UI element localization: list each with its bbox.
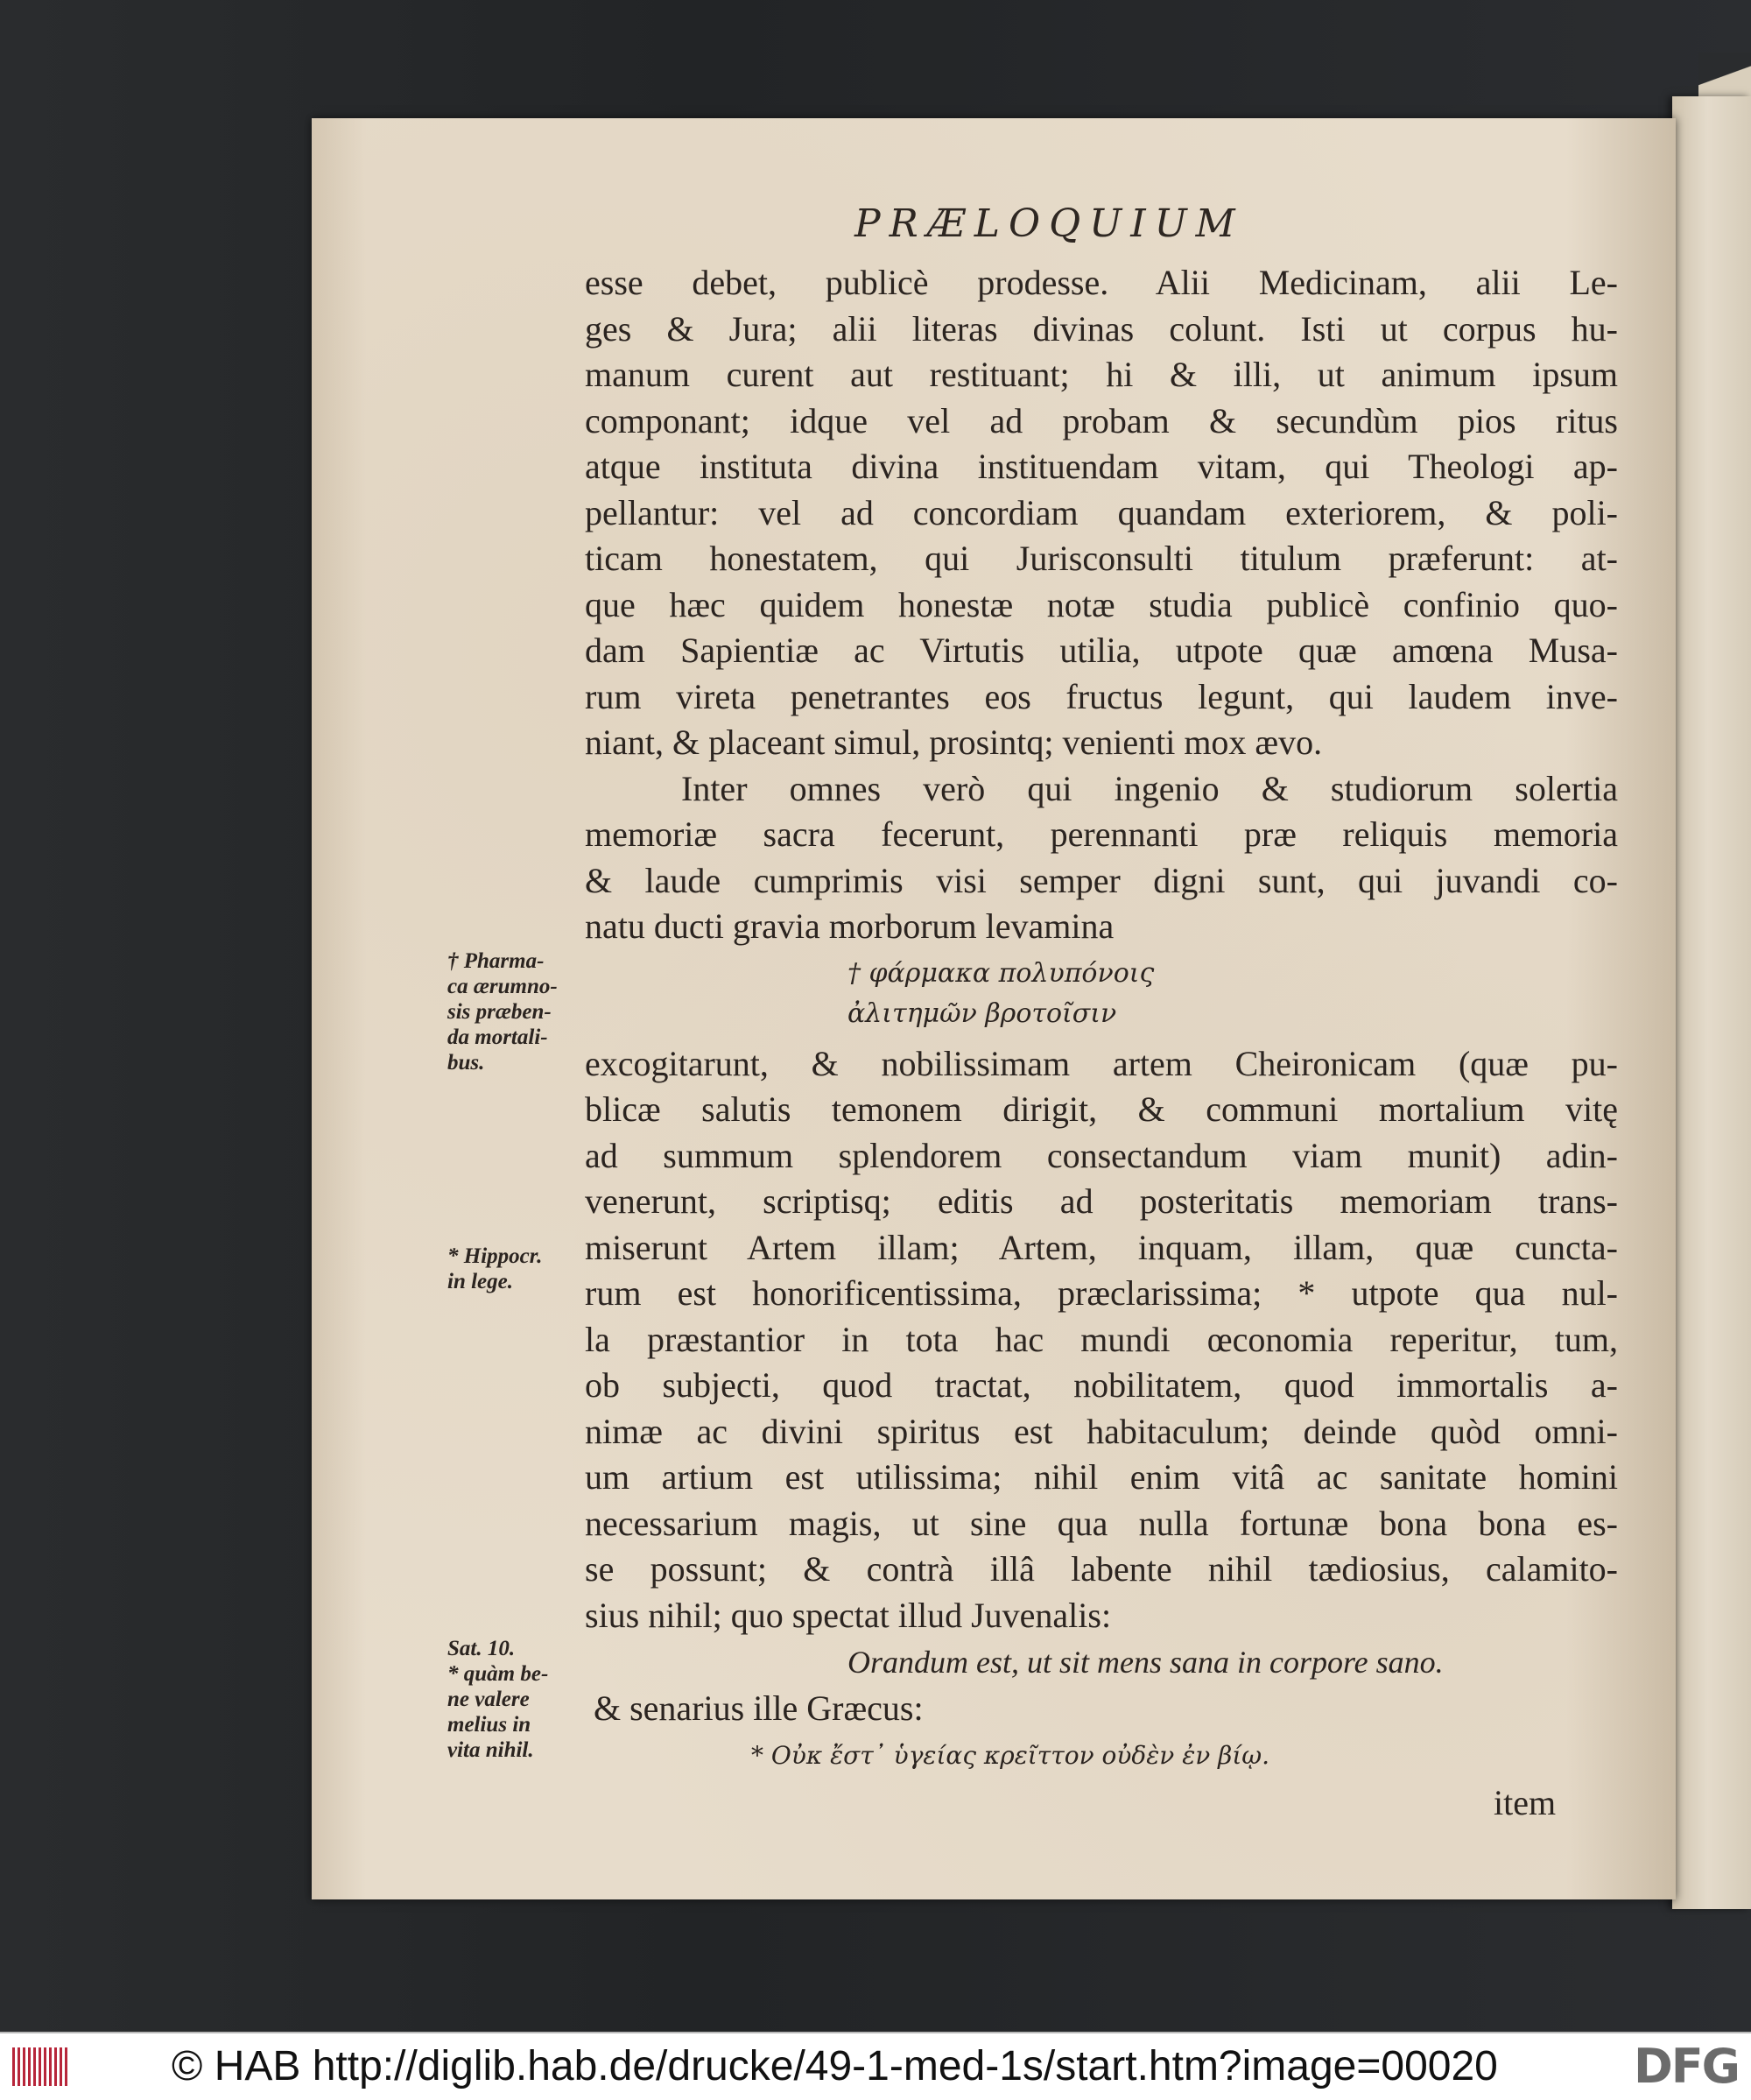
margin-note-line: † Pharma- — [447, 949, 545, 973]
text-line: ob subjecti, quod tractat, nobilitatem, quod immortalis a- — [585, 1365, 1618, 1405]
margin-note-line: da mortali- — [447, 1025, 548, 1049]
text-line: memoriæ sacra fecerunt, perennanti præ reliquis memoria — [585, 814, 1618, 854]
margin-note-line: melius in — [447, 1713, 531, 1737]
margin-note-line: sis præben- — [447, 1000, 552, 1024]
text-line: que hæc quidem honestæ notæ studia publicè confinio quo- — [585, 584, 1618, 624]
text-line: um artium est utilissima; nihil enim vitâ ac sanitate homini — [585, 1457, 1618, 1497]
text-line: manum curent aut restituant; hi & illi, ut animum ipsum — [585, 355, 1618, 394]
greek-quote-line: ἀλιτημῶν βροτοῖσιν — [847, 997, 1117, 1029]
text-line: miserunt Artem illam; Artem, inquam, illam, quæ cuncta- — [585, 1227, 1618, 1267]
text-line: ad summum splendorem consectandum viam munit) adin- — [585, 1135, 1618, 1175]
text-line: natu ducti gravia morborum levamina — [585, 906, 1115, 946]
catchword: item — [1494, 1783, 1557, 1822]
margin-note-line: in lege. — [447, 1270, 513, 1293]
text-line: dam Sapientiæ ac Virtutis utilia, utpote quæ amœna Musa- — [585, 631, 1618, 670]
greek-quote — [585, 950, 1618, 1041]
text-line: nimæ ac divini spiritus est habitaculum; deinde quòd omni- — [585, 1411, 1618, 1451]
margin-note-pharmaca — [447, 948, 579, 1075]
text-line: ticam honestatem, qui Jurisconsulti titulum præferunt: at- — [585, 539, 1618, 578]
margin-note-line: ca ærumno- — [447, 975, 558, 998]
book-page — [312, 118, 1676, 1899]
text-line: & senarius ille Græcus: — [594, 1688, 924, 1728]
greek-quote-line: † φάρμακα πολυπόνοις — [847, 957, 1155, 989]
text-line: niant, & placeant simul, prosintq; venienti mox ævo. — [585, 722, 1323, 762]
text-line: se possunt; & contrà illâ labente nihil tædiosius, calamito- — [585, 1549, 1618, 1589]
margin-note-hippocr — [447, 1244, 579, 1294]
greek-senarius: * Οὐκ ἔστ᾽ ὑγείας κρεῖττον οὐδὲν ἐν βίῳ. — [751, 1740, 1270, 1770]
text-line: venerunt, scriptisq; editis ad posteritatis memoriam trans- — [585, 1181, 1618, 1221]
margin-note-line: vita nihil. — [447, 1738, 534, 1762]
text-line: rum vireta penetrantes eos fructus legunt, qui laudem inve- — [585, 676, 1618, 716]
margin-note-sat — [447, 1636, 579, 1763]
text-line: necessarium magis, ut sine qua nulla fortunæ bona bona es- — [585, 1503, 1618, 1543]
margin-note-line: * Hippocr. — [447, 1244, 543, 1268]
text-line: sius nihil; quo spectat illud Juvenalis: — [585, 1595, 1112, 1635]
margin-note-line: ne valere — [447, 1688, 530, 1711]
margin-note-line: bus. — [447, 1051, 485, 1075]
dfg-logo: DFG — [1633, 2039, 1739, 2094]
text-line: atque instituta divina instituendam vitam, qui Theologi ap- — [585, 447, 1618, 486]
juvenal-verse: Orandum est, ut sit mens sana in corpore sano. — [847, 1645, 1444, 1680]
running-head: PRÆLOQUIUM — [854, 201, 1244, 246]
text-line: Inter omnes verò qui ingenio & studiorum solertia — [681, 768, 1618, 808]
text-line: blicæ salutis temonem dirigit, & communi mortalium vitę — [585, 1089, 1618, 1129]
main-text — [585, 260, 1618, 1779]
footer-copyright-link[interactable]: © HAB http://diglib.hab.de/drucke/49-1-med-1s/start.htm?image=00020 — [172, 2043, 1498, 2089]
text-line: ges & Jura; alii literas divinas colunt. Isti ut corpus hu- — [585, 308, 1618, 349]
text-line: esse debet, publicè prodesse. Alii Medicinam, alii Le- — [585, 263, 1618, 302]
text-line: componant; idque vel ad probam & secundùm pios ritus — [585, 400, 1618, 440]
text-line: pellantur: vel ad concordiam quandam exteriorem, & poli- — [585, 492, 1618, 532]
footer-bar — [0, 2032, 1751, 2100]
margin-note-line: Sat. 10. — [447, 1637, 516, 1660]
text-line: & laude cumprimis visi semper digni sunt, qui juvandi co- — [585, 860, 1618, 900]
margin-note-line: * quàm be- — [447, 1662, 549, 1686]
hab-barcode-icon — [12, 2047, 70, 2086]
text-line: la præstantior in tota hac mundi œconomia reperitur, tum, — [585, 1319, 1618, 1359]
next-page-edge — [1672, 96, 1751, 1909]
text-line: rum est honorificentissima, præclarissima; * utpote qua nul- — [585, 1273, 1618, 1313]
text-line: excogitarunt, & nobilissimam artem Cheironicam (quæ pu- — [585, 1043, 1618, 1083]
